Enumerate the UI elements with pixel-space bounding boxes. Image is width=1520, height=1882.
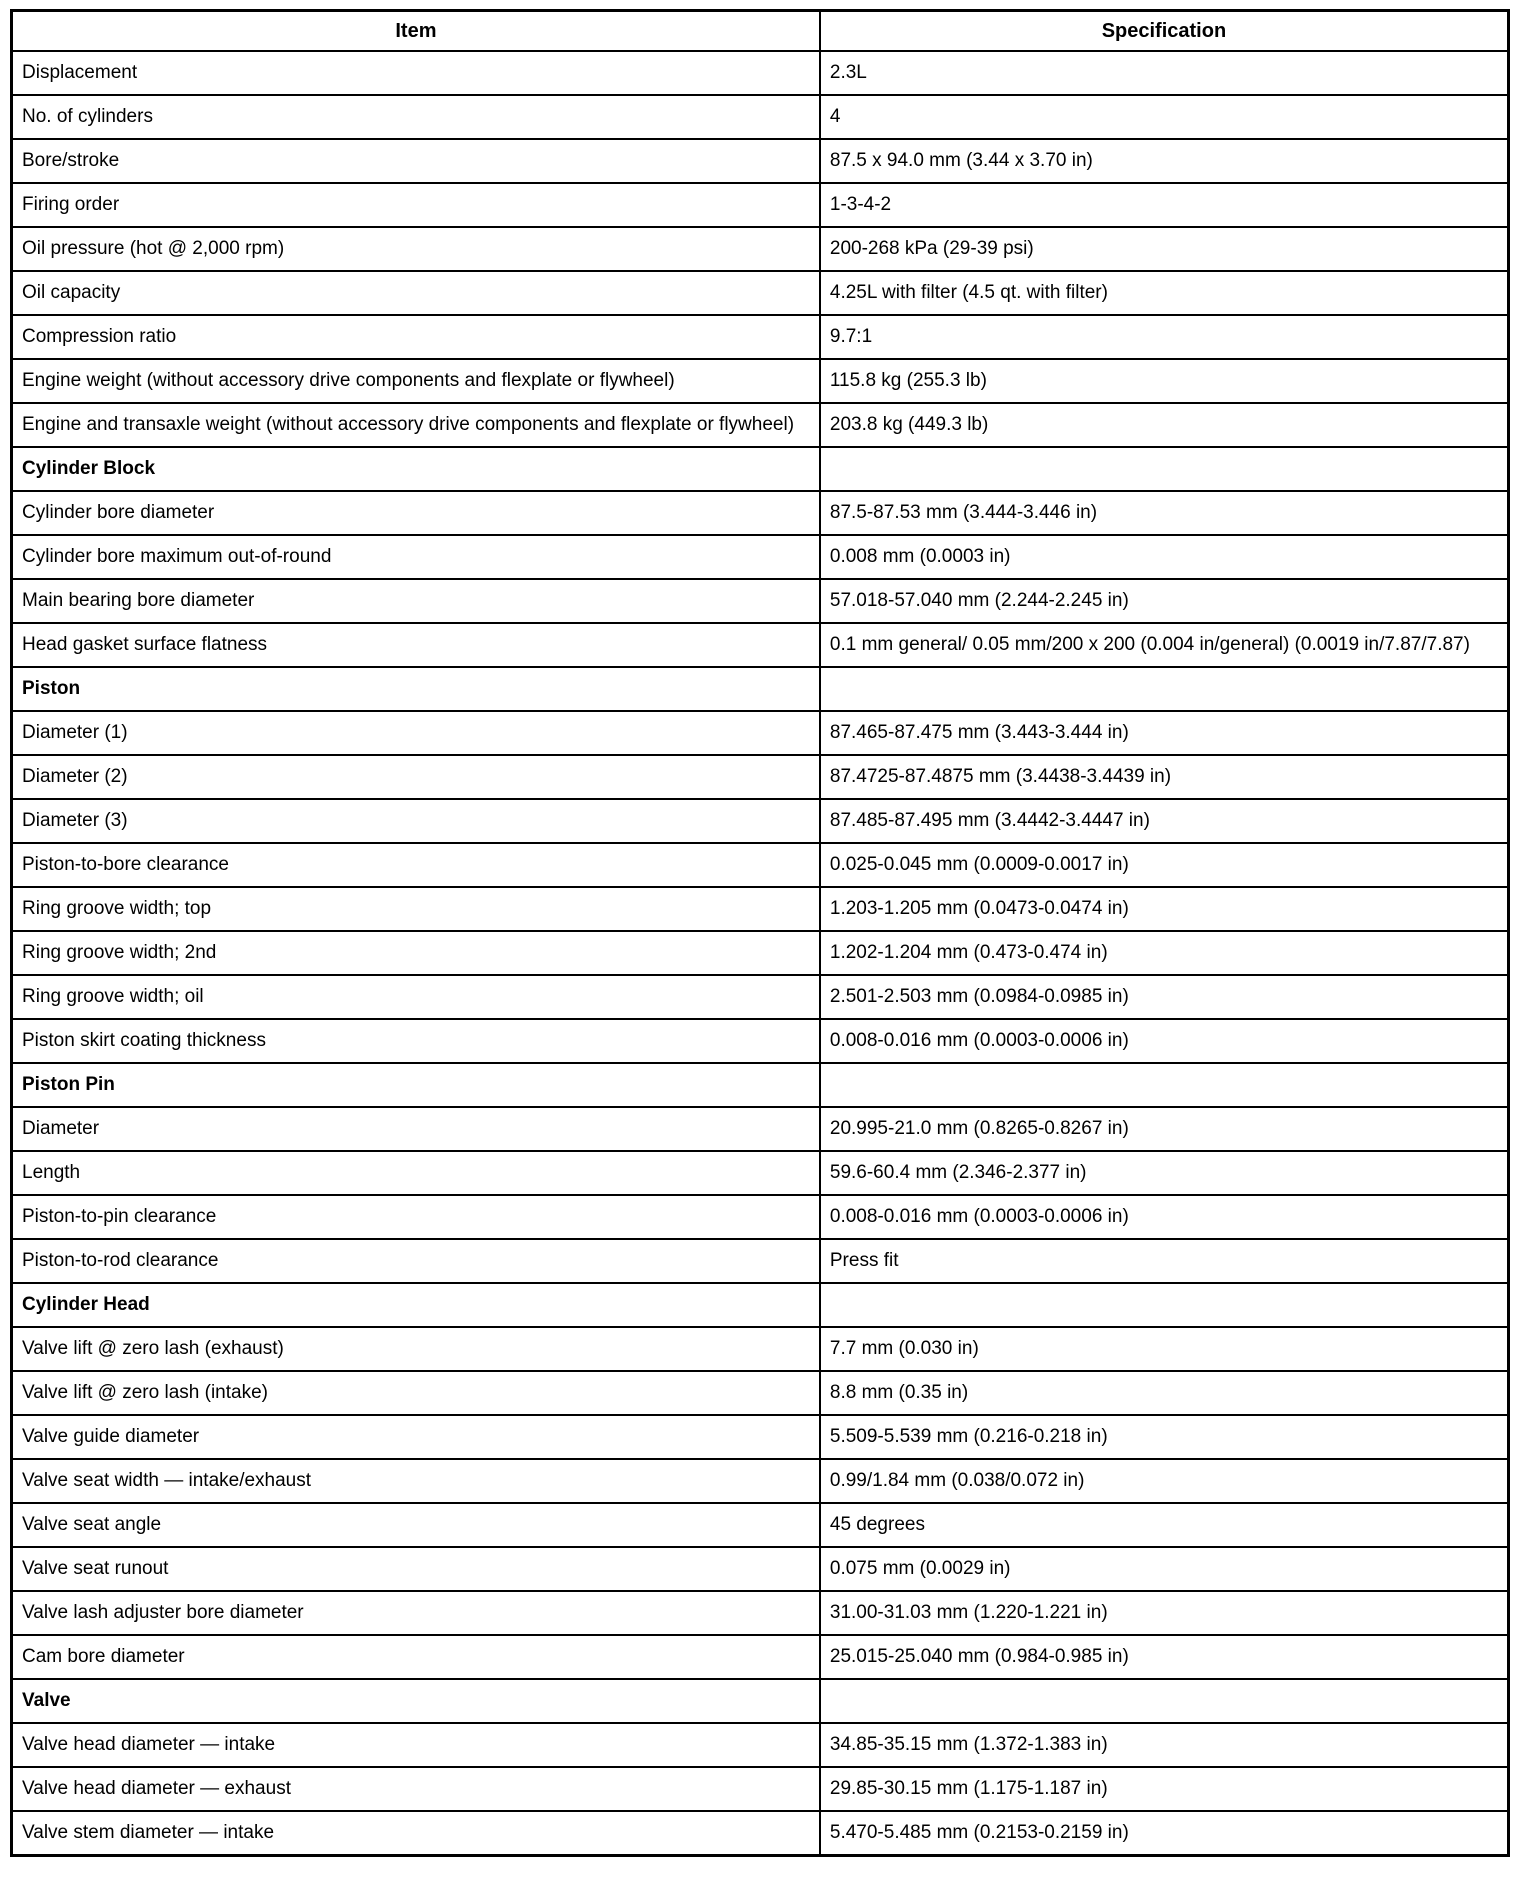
item-cell: Ring groove width; top	[12, 887, 820, 931]
specification-cell: 45 degrees	[820, 1503, 1509, 1547]
table-row	[12, 1635, 1509, 1679]
table-row	[12, 1459, 1509, 1503]
table-row	[12, 755, 1509, 799]
table-row	[12, 1723, 1509, 1767]
specification-cell: 87.485-87.495 mm (3.4442-3.4447 in)	[820, 799, 1509, 843]
specification-cell: 87.5-87.53 mm (3.444-3.446 in)	[820, 491, 1509, 535]
item-cell: Oil capacity	[12, 271, 820, 315]
item-cell: Piston-to-pin clearance	[12, 1195, 820, 1239]
section-title-cell: Piston Pin	[12, 1063, 820, 1107]
specification-cell: 1.202-1.204 mm (0.473-0.474 in)	[820, 931, 1509, 975]
table-row	[12, 1151, 1509, 1195]
specification-cell: 87.465-87.475 mm (3.443-3.444 in)	[820, 711, 1509, 755]
item-cell: Diameter (2)	[12, 755, 820, 799]
table-row	[12, 491, 1509, 535]
spec-table-body	[12, 51, 1509, 1856]
specification-cell: 8.8 mm (0.35 in)	[820, 1371, 1509, 1415]
item-cell: Bore/stroke	[12, 139, 820, 183]
specification-cell	[820, 1063, 1509, 1107]
item-cell: Length	[12, 1151, 820, 1195]
specification-cell: 0.008-0.016 mm (0.0003-0.0006 in)	[820, 1019, 1509, 1063]
item-cell: Valve seat width — intake/exhaust	[12, 1459, 820, 1503]
table-row	[12, 1019, 1509, 1063]
item-cell: Displacement	[12, 51, 820, 95]
item-cell: Valve lash adjuster bore diameter	[12, 1591, 820, 1635]
item-cell: Compression ratio	[12, 315, 820, 359]
item-cell: Diameter (3)	[12, 799, 820, 843]
specification-cell: 200-268 kPa (29-39 psi)	[820, 227, 1509, 271]
specification-cell: 0.008 mm (0.0003 in)	[820, 535, 1509, 579]
table-row	[12, 623, 1509, 667]
table-row	[12, 51, 1509, 95]
item-cell: Cam bore diameter	[12, 1635, 820, 1679]
table-row	[12, 1107, 1509, 1151]
specification-cell: 0.99/1.84 mm (0.038/0.072 in)	[820, 1459, 1509, 1503]
item-cell: Piston-to-rod clearance	[12, 1239, 820, 1283]
table-row	[12, 975, 1509, 1019]
specification-cell	[820, 1283, 1509, 1327]
table-row	[12, 931, 1509, 975]
section-header-row	[12, 667, 1509, 711]
item-cell: Cylinder bore diameter	[12, 491, 820, 535]
specification-cell: 4.25L with filter (4.5 qt. with filter)	[820, 271, 1509, 315]
table-row	[12, 1767, 1509, 1811]
table-row	[12, 843, 1509, 887]
table-row	[12, 1239, 1509, 1283]
specification-cell: 1-3-4-2	[820, 183, 1509, 227]
specification-cell: 25.015-25.040 mm (0.984-0.985 in)	[820, 1635, 1509, 1679]
engine-spec-table	[10, 9, 1510, 1857]
specification-cell: 5.470-5.485 mm (0.2153-0.2159 in)	[820, 1811, 1509, 1856]
table-row	[12, 799, 1509, 843]
section-header-row	[12, 1063, 1509, 1107]
specification-cell	[820, 667, 1509, 711]
specification-cell: 2.501-2.503 mm (0.0984-0.0985 in)	[820, 975, 1509, 1019]
item-cell: No. of cylinders	[12, 95, 820, 139]
table-row	[12, 535, 1509, 579]
specification-cell: 57.018-57.040 mm (2.244-2.245 in)	[820, 579, 1509, 623]
item-cell: Cylinder bore maximum out-of-round	[12, 535, 820, 579]
table-row	[12, 315, 1509, 359]
item-cell: Valve seat angle	[12, 1503, 820, 1547]
item-cell: Valve head diameter — exhaust	[12, 1767, 820, 1811]
section-title-cell: Piston	[12, 667, 820, 711]
section-title-cell: Valve	[12, 1679, 820, 1723]
item-cell: Valve lift @ zero lash (exhaust)	[12, 1327, 820, 1371]
section-header-row	[12, 1679, 1509, 1723]
table-row	[12, 139, 1509, 183]
item-cell: Valve stem diameter — intake	[12, 1811, 820, 1856]
section-header-row	[12, 447, 1509, 491]
specification-cell: 5.509-5.539 mm (0.216-0.218 in)	[820, 1415, 1509, 1459]
table-row	[12, 887, 1509, 931]
item-cell: Engine and transaxle weight (without accessory drive components and flexplate or flywheel)	[12, 403, 820, 447]
item-cell: Diameter	[12, 1107, 820, 1151]
table-row	[12, 1195, 1509, 1239]
specification-cell: 59.6-60.4 mm (2.346-2.377 in)	[820, 1151, 1509, 1195]
item-cell: Valve lift @ zero lash (intake)	[12, 1371, 820, 1415]
item-cell: Main bearing bore diameter	[12, 579, 820, 623]
table-row	[12, 183, 1509, 227]
item-cell: Ring groove width; oil	[12, 975, 820, 1019]
specification-cell: 87.5 x 94.0 mm (3.44 x 3.70 in)	[820, 139, 1509, 183]
item-cell: Oil pressure (hot @ 2,000 rpm)	[12, 227, 820, 271]
item-cell: Firing order	[12, 183, 820, 227]
specification-cell: 34.85-35.15 mm (1.372-1.383 in)	[820, 1723, 1509, 1767]
table-row	[12, 1371, 1509, 1415]
specification-cell: 0.008-0.016 mm (0.0003-0.0006 in)	[820, 1195, 1509, 1239]
table-row	[12, 95, 1509, 139]
table-row	[12, 1591, 1509, 1635]
table-row	[12, 579, 1509, 623]
item-cell: Piston-to-bore clearance	[12, 843, 820, 887]
item-cell: Valve seat runout	[12, 1547, 820, 1591]
table-row	[12, 271, 1509, 315]
specification-cell: 115.8 kg (255.3 lb)	[820, 359, 1509, 403]
specification-cell: 2.3L	[820, 51, 1509, 95]
table-row	[12, 1811, 1509, 1856]
specification-cell	[820, 447, 1509, 491]
section-title-cell: Cylinder Head	[12, 1283, 820, 1327]
item-cell: Head gasket surface flatness	[12, 623, 820, 667]
table-row	[12, 1415, 1509, 1459]
section-title-cell: Cylinder Block	[12, 447, 820, 491]
table-row	[12, 359, 1509, 403]
item-cell: Valve guide diameter	[12, 1415, 820, 1459]
table-row	[12, 1327, 1509, 1371]
item-cell: Ring groove width; 2nd	[12, 931, 820, 975]
specification-cell: 9.7:1	[820, 315, 1509, 359]
item-cell: Valve head diameter — intake	[12, 1723, 820, 1767]
item-cell: Piston skirt coating thickness	[12, 1019, 820, 1063]
specification-cell: 0.1 mm general/ 0.05 mm/200 x 200 (0.004 in/general) (0.0019 in/7.87/7.87)	[820, 623, 1509, 667]
table-row	[12, 1547, 1509, 1591]
table-row	[12, 1503, 1509, 1547]
specification-cell	[820, 1679, 1509, 1723]
specification-cell: 31.00-31.03 mm (1.220-1.221 in)	[820, 1591, 1509, 1635]
specification-cell: 0.025-0.045 mm (0.0009-0.0017 in)	[820, 843, 1509, 887]
specification-cell: 20.995-21.0 mm (0.8265-0.8267 in)	[820, 1107, 1509, 1151]
specification-cell: 0.075 mm (0.0029 in)	[820, 1547, 1509, 1591]
item-column-header: Item	[12, 11, 820, 52]
specification-cell: Press fit	[820, 1239, 1509, 1283]
table-row	[12, 227, 1509, 271]
specification-cell: 4	[820, 95, 1509, 139]
table-row	[12, 403, 1509, 447]
table-row	[12, 711, 1509, 755]
specification-column-header: Specification	[820, 11, 1509, 52]
specification-cell: 87.4725-87.4875 mm (3.4438-3.4439 in)	[820, 755, 1509, 799]
item-cell: Diameter (1)	[12, 711, 820, 755]
specification-cell: 29.85-30.15 mm (1.175-1.187 in)	[820, 1767, 1509, 1811]
specification-cell: 203.8 kg (449.3 lb)	[820, 403, 1509, 447]
table-header-row	[12, 11, 1509, 52]
section-header-row	[12, 1283, 1509, 1327]
specification-cell: 7.7 mm (0.030 in)	[820, 1327, 1509, 1371]
item-cell: Engine weight (without accessory drive components and flexplate or flywheel)	[12, 359, 820, 403]
specification-cell: 1.203-1.205 mm (0.0473-0.0474 in)	[820, 887, 1509, 931]
